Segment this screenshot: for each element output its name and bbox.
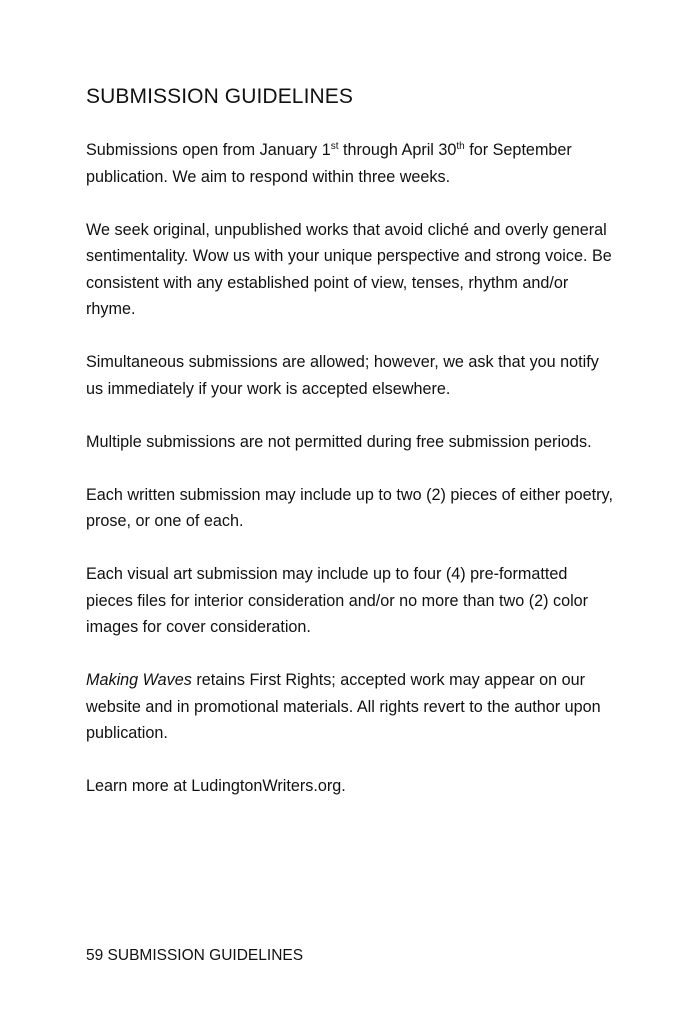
superscript-th: th — [456, 141, 465, 152]
paragraph-written: Each written submission may include up to two (2) pieces of either poetry, prose, or one of each. — [86, 485, 613, 530]
paragraph-visual-art: Each visual art submission may include up to four (4) pre-formatted pieces files for interior consideration and/or no more than two (2) color images for cover consideration. — [86, 565, 589, 636]
paragraph-learn-more: Learn more at LudingtonWriters.org. — [86, 777, 346, 795]
paragraph-simultaneous: Simultaneous submissions are allowed; however, we ask that you notify us immediately if your work is accepted elsewhere. — [86, 353, 599, 398]
paragraph-submission-dates — [86, 137, 616, 190]
dates-text-end: for September publication. We aim to respond within three weeks. — [86, 141, 572, 186]
paragraph-multiple: Multiple submissions are not permitted during free submission periods. — [86, 432, 592, 451]
paragraph-rights — [86, 667, 616, 747]
page-footer: 59 SUBMISSION GUIDELINES — [86, 947, 304, 964]
page-title: SUBMISSION GUIDELINES — [86, 85, 353, 108]
paragraph-original-works: We seek original, unpublished works that avoid cliché and overly general sentimentality. Wow us with your unique perspective and strong voice. Be consistent with any established point of view, tenses, rhythm and/or rhyme. — [86, 220, 612, 318]
publication-name: Making Waves — [86, 671, 192, 689]
dates-text-middle: through April 30 — [338, 141, 457, 159]
dates-text-start: Submissions open from January 1 — [86, 141, 331, 159]
rights-text: retains First Rights; accepted work may appear on our website and in promotional materials. All rights revert to the author upon publication. — [86, 671, 601, 742]
page-content — [86, 84, 616, 826]
superscript-st: st — [330, 141, 339, 152]
